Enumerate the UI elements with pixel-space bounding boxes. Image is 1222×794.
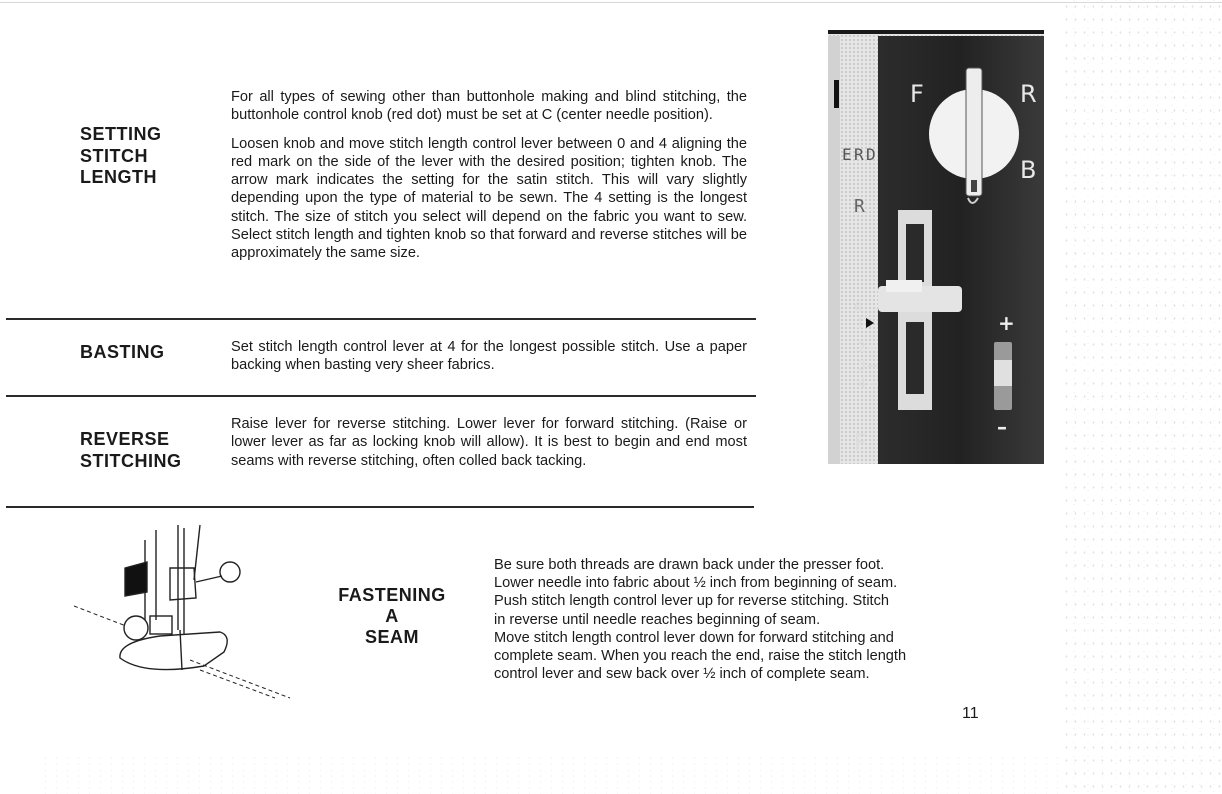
presser-foot-illustration <box>70 520 295 705</box>
heading-line: LENGTH <box>80 167 157 187</box>
basting-text: Set stitch length control lever at 4 for the longest possible stitch. Use a paper backing when basting very sheer fabrics. <box>231 339 747 374</box>
paragraph: Loosen knob and move stitch length control lever between 0 and 4 aligning the red mark on the side of the lever with the desired position; tighten knob. The arrow mark indicates the setting for the satin stitch. This will vary slightly depending upon the type of material to be sewn. The 4 setting is the longest stitch. The size of stitch you select will depend on the fabric you want to sew. Select stitch length and tighten knob so that forward and reverse stitches will be approximately the same size. <box>231 135 747 262</box>
page-number: 11 <box>962 705 979 722</box>
fastening-a-seam-text <box>494 556 974 683</box>
section-divider <box>6 506 754 508</box>
photo-side-letter: R <box>854 196 865 217</box>
photo-label-r: R <box>1020 80 1037 108</box>
photo-scale-mark: 0 <box>854 300 863 316</box>
reverse-stitching-text: Raise lever for reverse stitching. Lower lever for forward stitching. (Raise or lower lever as far as locking knob will allow). It is best to begin and end most seams with reverse stitching, often colled back tacking. <box>231 416 747 469</box>
text-line: in reverse until needle reaches beginning of seam. <box>494 611 821 628</box>
photo-label-f: F <box>910 80 924 108</box>
scan-bottom-speckle <box>40 755 1060 794</box>
photo-scale-mark: 3 <box>858 359 866 374</box>
text-line: Lower needle into fabric about ½ inch from beginning of seam. <box>494 575 898 592</box>
photo-scale-mark: 2 <box>858 341 866 356</box>
photo-scale-mark: F <box>854 431 867 456</box>
photo-side-letter: E <box>842 145 852 164</box>
text-line: Push stitch length control lever up for reverse stitching. Stitch <box>494 593 890 610</box>
photo-label-b: B <box>1020 156 1037 184</box>
photo-side-letter: R <box>854 145 864 164</box>
top-edge-rule <box>0 2 1222 3</box>
section-heading-setting-stitch-length <box>80 124 162 189</box>
heading-line: STITCH <box>80 145 148 166</box>
section-divider <box>6 318 756 320</box>
text-line: Move stitch length control lever down for forward stitching and <box>494 629 894 646</box>
text-line: control lever and sew back over ½ inch of complete seam. <box>494 666 870 683</box>
setting-stitch-length-text <box>231 88 747 263</box>
section-heading-basting: BASTING <box>80 342 165 362</box>
paragraph: For all types of sewing other than buttonhole making and blind stitching, the buttonhole control knob (red dot) must be set at C (center needle position). <box>231 89 747 124</box>
stitch-length-control-photo <box>828 30 1044 464</box>
photo-side-letter: D <box>866 145 876 164</box>
heading-line: REVERSE <box>80 429 170 449</box>
heading-line: FASTENING <box>338 585 446 605</box>
heading-line: STITCHING <box>80 450 182 471</box>
text-line: complete seam. When you reach the end, raise the stitch length <box>494 648 907 665</box>
heading-line: SEAM <box>364 627 419 647</box>
section-heading-reverse-stitching <box>80 429 182 472</box>
photo-scale-mark: 4 <box>858 377 866 392</box>
photo-minus-label: – <box>997 415 1007 439</box>
heading-line: SETTING <box>80 124 162 144</box>
photo-scale-mark: 1 <box>856 317 864 332</box>
text-line: Be sure both threads are drawn back under the presser foot. <box>494 557 885 573</box>
section-heading-fastening-a-seam <box>312 585 472 648</box>
section-divider <box>6 395 756 397</box>
scan-margin-speckle <box>1062 0 1222 794</box>
photo-plus-label: + <box>998 311 1015 335</box>
heading-line: A <box>385 606 399 626</box>
